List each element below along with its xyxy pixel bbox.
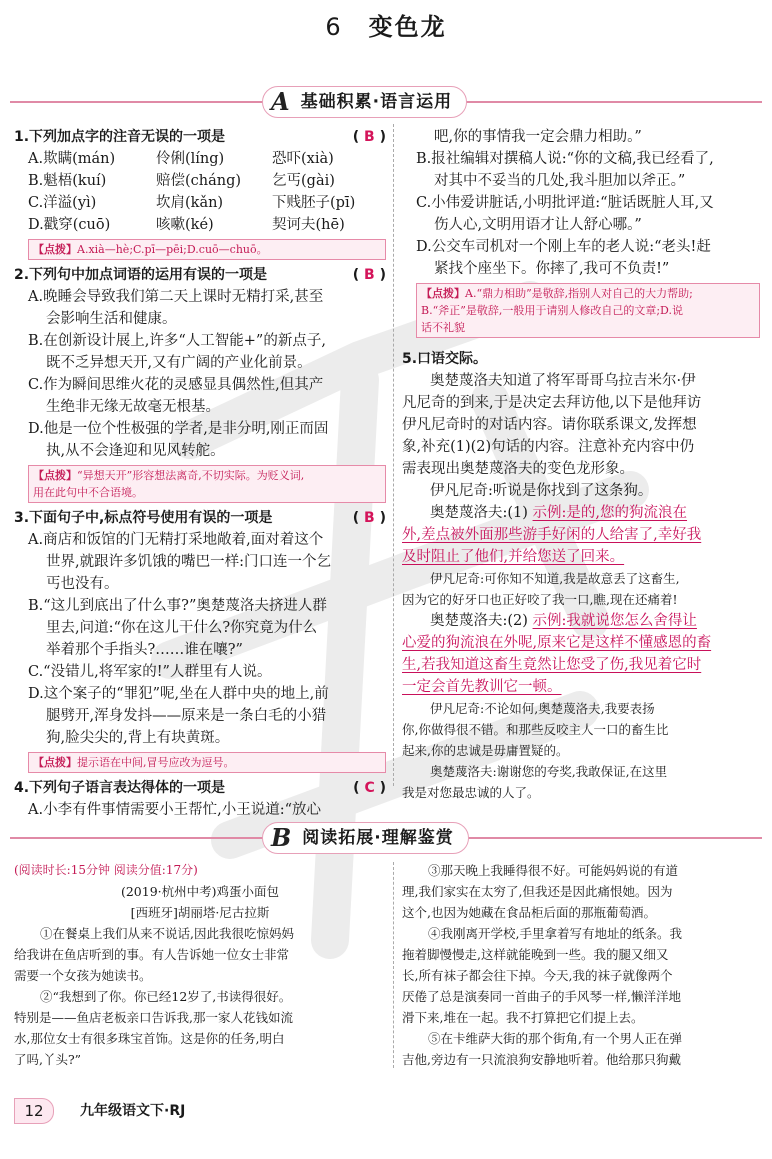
q1-option-c3: 下贱胚子(pī)	[272, 195, 356, 211]
q1-answer-bracket: ( B )	[352, 129, 386, 145]
q2-stem-row: 2.下列句中加点词语的运用有误的一项是 ( B )	[14, 264, 386, 286]
q1-option-d2: 咳嗽(ké)	[156, 217, 214, 233]
lesson-name: 变色龙	[368, 13, 447, 41]
q1-option-d1: D.戳穿(cuō)	[28, 217, 111, 233]
q4-options-right: 吧,你的事情我一定会鼎力相助。” B.报社编辑对撰稿人说:“你的文稿,我已经看了, 对其中不妥当的几处,我斗胆加以斧正。” C.小伟爱讲脏话,小明批评道:“脏话既脏人耳,又 伤人心,文明用语才让人舒心哪。” D.公交车司机对一个刚上车的老人说:“老头!赶 紧找个座坐下。你摔了,我可不负责!”	[416, 129, 714, 277]
q2-stem: 2.下列句中加点词语的运用有误的一项是	[14, 267, 268, 283]
q1-option-a2: 伶俐(líng)	[156, 151, 225, 167]
reading-left: (阅读时长:15分钟 阅读分值:17分) (2019·杭州中考)鸡蛋小面包 [西班牙]胡丽塔·尼古拉斯 ①在餐桌上我们从来不说话,因此我很吃惊妈妈 给我讲在鱼店听到的事。有人告诉她一位女士非常 需要一个女孩为她读书。 ②“我想到了你。你已经12岁了,书读得很好。 特别是——鱼店老板亲口告诉我,那一家人花钱如流 水,那位女士有很多珠宝首饰。这是你的任务,明白 了吗,丫头?”	[14, 860, 386, 1070]
q1-stem: 1.下列加点字的注音无误的一项是	[14, 129, 226, 145]
q4-options-left: A.小李有件事情需要小王帮忙,小王说道:“放心	[28, 802, 321, 818]
q1-option-c1: C.洋溢(yì)	[28, 195, 97, 211]
section-b-title: 阅读拓展·理解鉴赏	[302, 828, 454, 848]
q5-stem: 5.口语交际。	[402, 351, 488, 367]
lesson-title	[0, 13, 772, 41]
column-divider-b	[393, 862, 394, 1068]
section-b-letter: B	[271, 823, 293, 852]
q3-stem-row: 3.下面句子中,标点符号使用有误的一项是 ( B )	[14, 507, 386, 529]
section-b-banner	[0, 822, 772, 854]
section-a-title: 基础积累·语言运用	[300, 92, 453, 112]
q2-hint: 【点拨】“异想天开”形容想法离奇,不切实际。为贬义词, 用在此句中不合语境。	[28, 465, 386, 503]
q5-intro: 奥楚蔑洛夫知道了将军哥哥乌拉吉米尔·伊 凡尼奇的到来,于是决定去拜访他,以下是他拜访 伊凡尼奇时的对话内容。请你联系课文,发挥想 象,补充(1)(2)句话的内容。注意补充内容中仍 需表现出奥楚蔑洛夫的变色龙形象。	[402, 373, 702, 477]
q1-option-b1: B.魁梧(kuí)	[28, 173, 107, 189]
q2-answer: B	[364, 267, 375, 283]
q3-stem: 3.下面句子中,标点符号使用有误的一项是	[14, 510, 273, 526]
page-number: 12	[14, 1098, 54, 1124]
reading-author: [西班牙]胡丽塔·尼古拉斯	[130, 905, 270, 920]
right-column	[402, 126, 760, 803]
lesson-number: 6	[325, 13, 343, 41]
section-a-banner	[0, 86, 772, 118]
reading-meta: (阅读时长:15分钟 阅读分值:17分)	[14, 863, 198, 877]
left-column	[14, 126, 386, 821]
q1-option-b2: 赔偿(cháng)	[156, 173, 242, 189]
reading-title: (2019·杭州中考)鸡蛋小面包	[120, 884, 280, 899]
q1-options	[14, 148, 386, 236]
q4-stem: 4.下列句子语言表达得体的一项是	[14, 780, 226, 796]
q1-option-d3: 契诃夫(hē)	[272, 217, 345, 233]
q1-option-a3: 恐吓(xià)	[272, 151, 334, 167]
q2-options: A.晚睡会导致我们第二天上课时无精打采,甚至 会影响生活和健康。 B.在创新设计展上,许多“人工智能+”的新点子, 既不乏异想天开,又有广阔的产业化前景。 C.作为瞬间思维火花的灵感显具偶然性,但其产 生绝非无缘无故毫无根基。 D.他是一位个性极强的学者,是非分明,刚正而固 执,从不会逢迎和见风转舵。	[28, 289, 329, 459]
q4-answer: C	[364, 780, 375, 796]
book-label: 九年级语文下·RJ	[80, 1103, 186, 1119]
q5-dialogue: 伊凡尼奇:听说是你找到了这条狗。 奥楚蔑洛夫:(1) 示例:是的,您的狗流浪在 外,差点被外面那些游手好闲的人给害了,幸好我 及时阻止了他们,并给您送了回来。 伊凡尼奇:可你知不知道,我是故意丢了这畜生, 因为它的好牙口也正好咬了我一口,瞧,现在还痛着! 奥楚蔑洛夫:(2) 示例:我就说您怎么舍得让 心爱的狗流浪在外呢,原来它是这样不懂感恩的畜 生,若我知道这畜生竟然让您受了伤,我见着它时 一定会首先教训它一顿。 伊凡尼奇:不论如何,奥楚蔑洛夫,我要表扬 你,你做得很不错。和那些反咬主人一口的畜生比 起来,你的忠诚是毋庸置疑的。 奥楚蔑洛夫:谢谢您的夸奖,我敢保证,在这里 我是对您最忠诚的人了。	[402, 483, 712, 800]
q4-stem-row: 4.下列句子语言表达得体的一项是 ( C )	[14, 777, 386, 799]
q1-option-c2: 坎肩(kǎn)	[156, 195, 224, 211]
q3-options: A.商店和饭馆的门无精打采地敞着,面对着这个 世界,就跟许多饥饿的嘴巴一样:门口连一个乞 丐也没有。 B.“这儿到底出了什么事?”奥楚蔑洛夫挤进人群 里去,问道:“你在这儿干什么?你究竟为什么 举着那个手指头?……谁在嚷?” C.“没错儿,将军家的!”人群里有人说。 D.这个案子的“罪犯”呢,坐在人群中央的地上,前 腿劈开,浑身发抖——原来是一条白毛的小猎 狗,脸尖尖的,背上有块黄斑。	[28, 532, 331, 746]
q5-answer-2: 示例:我就说您怎么舍得让	[532, 613, 697, 629]
q1-option-b3: 乞丐(gài)	[272, 173, 335, 189]
section-a-letter: A	[271, 87, 291, 116]
q1-hint: 【点拨】A.xià—hè;C.pī—pēi;D.cuō—chuō。	[28, 239, 386, 260]
q1-stem-row	[14, 126, 386, 148]
q4-hint: 【点拨】A.“鼎力相助”是敬辞,指别人对自己的大力帮助; B.“斧正”是敬辞,一般用于请别人修改自己的文章;D.说 话不礼貌	[416, 283, 760, 338]
q3-hint: 【点拨】提示语在中间,冒号应改为逗号。	[28, 752, 386, 773]
reading-right: ③那天晚上我睡得很不好。可能妈妈说的有道 理,我们家实在太穷了,但我还是因此痛恨她。因为 这个,也因为她藏在食品柜后面的那瓶葡萄酒。 ④我刚离开学校,手里拿着写有地址的纸条。我 拖着脚慢慢走,这样就能晚到一些。我的腿又细又 长,所有袜子都会往下掉。今天,我的袜子就像两个 厌倦了总是演奏同一首曲子的手风琴一样,懒洋洋地 滑下来,堆在一起。我不打算把它们提上去。 ⑤在卡维萨大街的那个街角,有一个男人正在弹 吉他,旁边有一只流浪狗安静地听着。他给那只狗戴	[402, 863, 682, 1067]
q1-option-a1: A.欺瞒(mán)	[28, 151, 116, 167]
q5-answer-1: 示例:是的,您的狗流浪在	[532, 505, 688, 521]
column-divider	[393, 124, 394, 786]
q1-answer: B	[364, 129, 375, 145]
q3-answer: B	[364, 510, 375, 526]
